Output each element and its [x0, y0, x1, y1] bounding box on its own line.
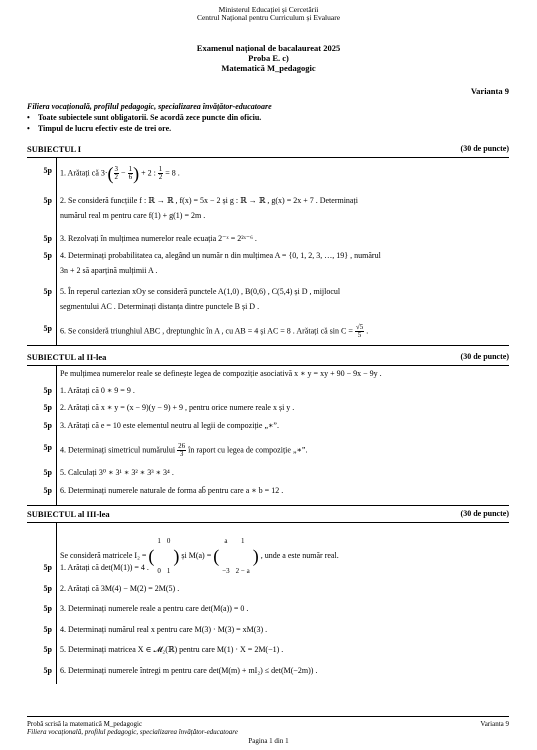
section-1-bottom-rule	[27, 345, 509, 346]
footer-left-1: Probă scrisă la matematică M_pedagogic	[27, 720, 143, 728]
item-points: 5p	[43, 443, 52, 452]
s3-item-2	[32, 578, 506, 600]
section-2-bottom-rule	[27, 505, 509, 506]
section-2-rule	[27, 365, 509, 366]
item-points: 5p	[43, 645, 52, 654]
item-text-cont: segmentului AC . Determinați distanța dintre punctele B și D .	[60, 302, 260, 311]
footer-rule	[27, 716, 509, 717]
item-text: 4. Determinați numărul real x pentru care M(3) · M(3) = xM(3) .	[60, 625, 268, 634]
item-points: 5p	[43, 625, 52, 634]
item-text: 6. Se consideră triunghiul ABC , dreptunghic în A , cu AB = 4 și AC = 8 . Arătați că sin C = $\frac{√5}{5}$ .	[60, 323, 369, 339]
s3-item-5	[32, 639, 506, 661]
exam-title: Examenul național de bacalaureat 2025	[196, 43, 341, 53]
rule-bullet-1	[27, 113, 261, 123]
item-points: 5p	[43, 468, 52, 477]
item-text: 6. Determinați numerele naturale de forma ab̄ pentru care a ∗ b = 12 .	[60, 486, 284, 495]
item-text: 5. Determinați matricea X ∈ 𝓜₂(ℝ) pentru care M(1) · X = 2M(−1) .	[60, 645, 284, 654]
section-2-points: (30 de puncte)	[460, 352, 509, 361]
item-text: 5. În reperul cartezian xOy se consideră punctele A(1,0) , B(0,6) , C(5,4) și D , mijlocul	[60, 287, 341, 296]
item-text: 2. Se consideră funcțiile f : ℝ → ℝ , f(x) = 5x − 2 și g : ℝ → ℝ , g(x) = 2x + 7 . Determinați	[60, 196, 358, 205]
item-text-cont: numărul real m pentru care f(1) + g(1) = 2m .	[60, 211, 206, 220]
item-text: 3. Arătați că e = 10 este elementul neutru al legii de compoziție „∗”.	[60, 421, 279, 430]
bullet-icon: •	[27, 124, 30, 133]
s1-item-6	[32, 318, 506, 340]
item-points: 5p	[43, 421, 52, 430]
section-3-points: (30 de puncte)	[460, 509, 509, 518]
item-points: 5p	[43, 486, 52, 495]
item-points: 5p	[43, 234, 52, 243]
s2-item-4	[32, 437, 506, 459]
proba-title: Proba E. c)	[248, 53, 289, 63]
s1-item-4	[32, 245, 506, 275]
variant-label: Varianta 9	[470, 86, 509, 96]
item-points: 5p	[43, 251, 52, 260]
matrix-ma: (a 1 −3 2 − a)	[213, 537, 259, 575]
bullet-text-1: Toate subiectele sunt obligatorii. Se acordă zece puncte din oficiu.	[37, 113, 262, 122]
item-points: 5p	[43, 324, 52, 333]
s1-item-5	[32, 281, 506, 311]
bullet-icon: •	[27, 113, 30, 122]
s3-item-4	[32, 619, 506, 641]
item-text: 6. Determinați numerele întregi m pentru care det(M(m) + mI₂) ≤ det(M(−2m)) .	[60, 666, 318, 675]
ministry-name: Ministerul Educației și Cercetării	[218, 5, 319, 14]
item-text: 1. Arătați că 3·( $\frac{3}{2}$ − $\frac{1}{6}$ ) + 2 : $\frac{1}{2}$ = 8 .	[60, 163, 180, 184]
section-1-rule	[27, 157, 509, 158]
intro-part-b: și M(a) =	[181, 550, 212, 560]
footer-left-2: Filiera vocațională, profilul pedagogic, specializarea învățător-educatoare	[27, 728, 238, 736]
item-text: 5. Calculați 3⁰ ∗ 3¹ ∗ 3² ∗ 3³ ∗ 3⁴ .	[60, 468, 174, 477]
intro-part-a: Se consideră matricele I₂ =	[60, 550, 147, 560]
s3-item-1	[32, 557, 506, 579]
section-3-rule	[27, 522, 509, 523]
item-text-cont: 3n + 2 să aparțină mulțimii A .	[60, 266, 158, 275]
item-points: 5p	[43, 666, 52, 675]
s1-item-2	[32, 190, 506, 220]
s3-item-3	[32, 598, 506, 620]
item-points: 5p	[43, 604, 52, 613]
item-text: 2. Arătați că 3M(4) − M(2) = 2M(5) .	[60, 584, 180, 593]
s2-item-3	[32, 415, 506, 437]
footer-page: Pagina 1 din 1	[248, 737, 289, 745]
center-name: Centrul Național pentru Curriculum și Evaluare	[196, 13, 341, 22]
item-points: 5p	[43, 403, 52, 412]
item-text: 1. Arătați că 0 ∗ 9 = 9 .	[60, 386, 135, 395]
item-text: 3. Rezolvați în mulțimea numerelor reale ecuația 2⁻ˣ = 2²ˣ⁻⁶ .	[60, 234, 257, 243]
item-points: 5p	[43, 196, 52, 205]
intro-part-c: , unde a este număr real.	[260, 550, 339, 560]
section-1-title: SUBIECTUL I	[27, 144, 82, 154]
item-text: 3. Determinați numerele reale a pentru care det(M(a)) = 0 .	[60, 604, 249, 613]
footer-variant: Varianta 9	[480, 720, 509, 728]
section-2-title: SUBIECTUL al II-lea	[27, 352, 107, 362]
item-points: 5p	[43, 584, 52, 593]
item-points: 5p	[43, 287, 52, 296]
rule-bullet-2	[27, 124, 171, 134]
section-1-points: (30 de puncte)	[460, 144, 509, 153]
item-text: 1. Arătați că det(M(1)) = 4 .	[60, 563, 149, 572]
section-2-intro: Pe mulțimea numerelor reale se definește legea de compoziție asociativă x ∗ y = xy + 90 − 9x − 9y .	[60, 369, 382, 378]
item-points: 5p	[43, 166, 52, 175]
item-text: 4. Determinați probabilitatea ca, alegând un număr n din mulțimea A = {0, 1, 2, 3, …, 19} , numărul	[60, 251, 381, 260]
item-points: 5p	[43, 563, 52, 572]
item-text: 4. Determinați simetricul numărului $\frac{26}{3}$ în raport cu legea de compoziție „∗”.	[60, 442, 308, 458]
s1-item-1	[32, 160, 506, 182]
bullet-text-2: Timpul de lucru efectiv este de trei ore.	[37, 124, 172, 133]
section-3-title: SUBIECTUL al III-lea	[27, 509, 110, 519]
filiera-line: Filiera vocațională, profilul pedagogic, specializarea învățător-educatoare	[27, 102, 272, 111]
s3-item-6	[32, 660, 506, 682]
subject-title: Matematică M_pedagogic	[221, 63, 316, 73]
s2-item-6	[32, 480, 506, 502]
matrix-i2: (1 0 0 1)	[148, 537, 180, 575]
item-text: 2. Arătați că x ∗ y = (x − 9)(y − 9) + 9 , pentru orice numere reale x și y .	[60, 403, 295, 412]
item-points: 5p	[43, 386, 52, 395]
